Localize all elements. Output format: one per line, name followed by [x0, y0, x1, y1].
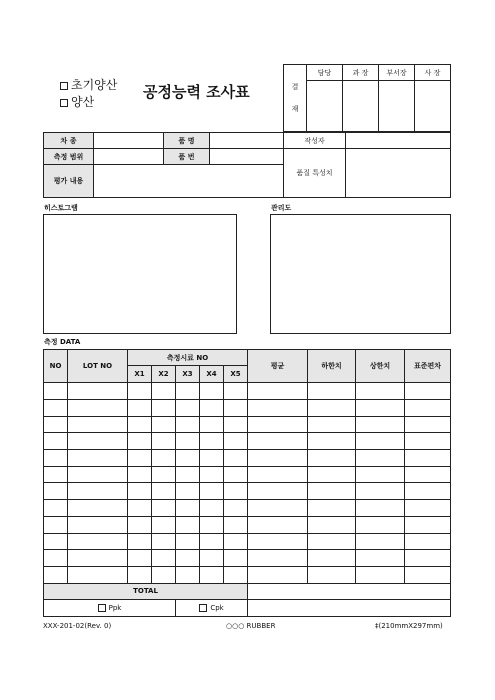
table-cell[interactable] [128, 483, 152, 500]
initial-production-label: 초기양산 [71, 78, 118, 92]
cpk-checkbox[interactable] [199, 604, 207, 612]
mass-production-checkbox[interactable] [60, 99, 68, 107]
table-cell[interactable] [68, 533, 128, 550]
table-cell[interactable] [44, 399, 68, 416]
approval-side-bottom: 재 [291, 105, 299, 113]
table-cell[interactable] [248, 466, 308, 483]
table-cell[interactable] [44, 516, 68, 533]
table-cell[interactable] [248, 399, 308, 416]
col-x5: X5 [224, 366, 248, 383]
table-cell[interactable] [152, 383, 176, 400]
table-cell[interactable] [356, 450, 405, 467]
table-row [44, 533, 451, 550]
quality-char-field[interactable] [346, 149, 451, 198]
table-cell[interactable] [356, 516, 405, 533]
part-no-field[interactable] [210, 149, 284, 165]
table-cell[interactable] [44, 416, 68, 433]
table-cell[interactable] [405, 466, 451, 483]
table-row [44, 416, 451, 433]
table-row [44, 383, 451, 400]
page-title: 공정능력 조사표 [143, 83, 250, 101]
table-cell[interactable] [248, 416, 308, 433]
table-cell[interactable] [68, 550, 128, 567]
table-cell[interactable] [248, 500, 308, 517]
col-x2: X2 [152, 366, 176, 383]
table-cell[interactable] [176, 483, 200, 500]
approval-table [283, 64, 451, 132]
table-cell[interactable] [200, 483, 224, 500]
col-sample-group: 측정시료 NO [128, 350, 248, 366]
table-cell[interactable] [176, 433, 200, 450]
approval-col-manager: 과 장 [343, 65, 379, 81]
part-no-label: 품 번 [164, 149, 210, 165]
table-cell[interactable] [248, 483, 308, 500]
capability-field[interactable] [248, 599, 451, 616]
table-cell[interactable] [44, 483, 68, 500]
table-cell[interactable] [44, 550, 68, 567]
table-cell[interactable] [308, 516, 356, 533]
table-cell[interactable] [200, 383, 224, 400]
col-average: 평균 [248, 350, 308, 383]
table-row [44, 466, 451, 483]
initial-production-option[interactable] [60, 76, 117, 93]
table-cell[interactable] [356, 383, 405, 400]
table-cell[interactable] [152, 500, 176, 517]
approval-sign-staff[interactable] [307, 81, 343, 132]
table-cell[interactable] [68, 516, 128, 533]
total-label: TOTAL [44, 583, 248, 599]
table-cell[interactable] [308, 566, 356, 583]
table-cell[interactable] [356, 566, 405, 583]
table-cell[interactable] [356, 483, 405, 500]
table-cell[interactable] [405, 500, 451, 517]
part-name-label: 품 명 [164, 133, 210, 149]
approval-sign-president[interactable] [415, 81, 451, 132]
approval-col-president: 사 장 [415, 65, 451, 81]
table-cell[interactable] [405, 566, 451, 583]
initial-production-checkbox[interactable] [60, 82, 68, 90]
table-cell[interactable] [308, 466, 356, 483]
table-cell[interactable] [224, 450, 248, 467]
table-cell[interactable] [308, 433, 356, 450]
table-row [44, 500, 451, 517]
table-cell[interactable] [224, 416, 248, 433]
approval-sign-dept-head[interactable] [379, 81, 415, 132]
table-cell[interactable] [176, 399, 200, 416]
table-cell[interactable] [405, 516, 451, 533]
table-cell[interactable] [44, 450, 68, 467]
table-cell[interactable] [128, 450, 152, 467]
car-type-field[interactable] [94, 133, 164, 149]
table-cell[interactable] [176, 566, 200, 583]
quality-char-label: 품질 특성치 [284, 149, 346, 198]
table-cell[interactable] [248, 433, 308, 450]
table-cell[interactable] [44, 433, 68, 450]
table-cell[interactable] [224, 383, 248, 400]
table-cell[interactable] [308, 500, 356, 517]
table-cell[interactable] [248, 566, 308, 583]
table-cell[interactable] [356, 399, 405, 416]
col-lower-limit: 하한치 [308, 350, 356, 383]
table-row [44, 450, 451, 467]
table-cell[interactable] [68, 433, 128, 450]
control-chart-heading: 관리도 [271, 204, 292, 212]
part-name-field[interactable] [210, 133, 284, 149]
table-cell[interactable] [356, 466, 405, 483]
table-cell[interactable] [308, 533, 356, 550]
col-x4: X4 [200, 366, 224, 383]
table-cell[interactable] [68, 466, 128, 483]
table-cell[interactable] [128, 566, 152, 583]
table-cell[interactable] [224, 566, 248, 583]
ppk-label: Ppk [108, 603, 122, 612]
col-no: NO [44, 350, 68, 383]
measure-data-table [43, 349, 451, 617]
table-cell[interactable] [152, 483, 176, 500]
table-cell[interactable] [128, 466, 152, 483]
table-cell[interactable] [44, 533, 68, 550]
table-cell[interactable] [308, 416, 356, 433]
table-cell[interactable] [405, 433, 451, 450]
table-cell[interactable] [176, 533, 200, 550]
approval-sign-manager[interactable] [343, 81, 379, 132]
measure-range-field[interactable] [94, 149, 164, 165]
table-cell[interactable] [68, 399, 128, 416]
table-row [44, 516, 451, 533]
cpk-option[interactable] [176, 599, 248, 616]
table-cell[interactable] [152, 566, 176, 583]
table-cell[interactable] [224, 500, 248, 517]
table-cell[interactable] [128, 516, 152, 533]
table-cell[interactable] [68, 416, 128, 433]
col-lot-no: LOT NO [68, 350, 128, 383]
table-cell[interactable] [308, 383, 356, 400]
mass-production-label: 양산 [71, 95, 95, 109]
table-cell[interactable] [308, 483, 356, 500]
table-cell[interactable] [200, 466, 224, 483]
histogram-area[interactable] [43, 214, 237, 334]
table-cell[interactable] [356, 533, 405, 550]
table-cell[interactable] [405, 483, 451, 500]
table-cell[interactable] [152, 550, 176, 567]
table-cell[interactable] [405, 399, 451, 416]
table-cell[interactable] [128, 416, 152, 433]
table-cell[interactable] [308, 550, 356, 567]
measure-data-heading: 측정 DATA [44, 338, 81, 346]
table-cell[interactable] [248, 516, 308, 533]
table-row [44, 550, 451, 567]
table-cell[interactable] [224, 433, 248, 450]
table-cell[interactable] [224, 533, 248, 550]
table-cell[interactable] [405, 550, 451, 567]
table-cell[interactable] [405, 533, 451, 550]
table-cell[interactable] [200, 433, 224, 450]
table-cell[interactable] [176, 516, 200, 533]
table-cell[interactable] [224, 483, 248, 500]
table-cell[interactable] [128, 500, 152, 517]
table-cell[interactable] [200, 416, 224, 433]
table-cell[interactable] [128, 399, 152, 416]
table-cell[interactable] [152, 399, 176, 416]
table-cell[interactable] [405, 416, 451, 433]
table-cell[interactable] [248, 383, 308, 400]
ppk-checkbox[interactable] [98, 604, 106, 612]
table-cell[interactable] [68, 566, 128, 583]
car-type-label: 차 종 [44, 133, 94, 149]
col-std-dev: 표준편차 [405, 350, 451, 383]
table-cell[interactable] [356, 500, 405, 517]
table-cell[interactable] [200, 399, 224, 416]
author-field[interactable] [346, 133, 451, 149]
control-chart-area[interactable] [270, 214, 451, 334]
table-cell[interactable] [152, 516, 176, 533]
table-cell[interactable] [128, 533, 152, 550]
table-cell[interactable] [200, 566, 224, 583]
table-cell[interactable] [248, 550, 308, 567]
table-row [44, 399, 451, 416]
total-field[interactable] [248, 583, 451, 599]
table-cell[interactable] [176, 450, 200, 467]
table-cell[interactable] [200, 500, 224, 517]
table-cell[interactable] [224, 516, 248, 533]
table-cell[interactable] [152, 416, 176, 433]
table-cell[interactable] [200, 516, 224, 533]
table-cell[interactable] [176, 416, 200, 433]
table-row [44, 566, 451, 583]
approval-col-dept-head: 부서장 [379, 65, 415, 81]
approval-col-staff: 담당 [307, 65, 343, 81]
table-cell[interactable] [248, 450, 308, 467]
eval-content-label: 평가 내용 [44, 165, 94, 198]
table-cell[interactable] [68, 500, 128, 517]
mass-production-option[interactable] [60, 93, 94, 110]
table-cell[interactable] [308, 450, 356, 467]
table-cell[interactable] [224, 550, 248, 567]
table-cell[interactable] [44, 566, 68, 583]
table-cell[interactable] [405, 383, 451, 400]
table-cell[interactable] [68, 483, 128, 500]
table-cell[interactable] [176, 550, 200, 567]
table-cell[interactable] [248, 533, 308, 550]
measure-range-label: 측정 범위 [44, 149, 94, 165]
table-cell[interactable] [68, 450, 128, 467]
table-cell[interactable] [200, 450, 224, 467]
author-label: 작성자 [284, 133, 346, 149]
col-x1: X1 [128, 366, 152, 383]
table-cell[interactable] [308, 399, 356, 416]
ppk-option[interactable] [44, 599, 176, 616]
table-cell[interactable] [224, 399, 248, 416]
table-cell[interactable] [44, 500, 68, 517]
table-cell[interactable] [44, 383, 68, 400]
table-cell[interactable] [200, 550, 224, 567]
table-cell[interactable] [176, 466, 200, 483]
table-cell[interactable] [128, 383, 152, 400]
table-cell[interactable] [356, 416, 405, 433]
table-cell[interactable] [224, 466, 248, 483]
approval-side-top: 결 [291, 83, 299, 91]
table-row [44, 483, 451, 500]
table-cell[interactable] [68, 383, 128, 400]
table-cell[interactable] [152, 466, 176, 483]
table-cell[interactable] [152, 433, 176, 450]
table-cell[interactable] [405, 450, 451, 467]
table-cell[interactable] [128, 433, 152, 450]
approval-side-label [284, 65, 307, 132]
eval-content-field[interactable] [94, 165, 284, 198]
histogram-heading: 히스토그램 [44, 204, 78, 212]
doc-number: XXX-201-02(Rev. 0) [43, 622, 112, 630]
table-cell[interactable] [128, 550, 152, 567]
table-cell[interactable] [176, 500, 200, 517]
table-cell[interactable] [200, 533, 224, 550]
table-cell[interactable] [152, 533, 176, 550]
paper-size: ‡(210mmX297mm) [375, 622, 443, 630]
company-name: ○○○ RUBBER [226, 622, 276, 630]
table-cell[interactable] [356, 433, 405, 450]
col-x3: X3 [176, 366, 200, 383]
table-cell[interactable] [44, 466, 68, 483]
info-table [43, 132, 451, 198]
table-cell[interactable] [356, 550, 405, 567]
table-cell[interactable] [176, 383, 200, 400]
table-row [44, 433, 451, 450]
table-cell[interactable] [152, 450, 176, 467]
col-upper-limit: 상한치 [356, 350, 405, 383]
cpk-label: Cpk [210, 603, 224, 612]
